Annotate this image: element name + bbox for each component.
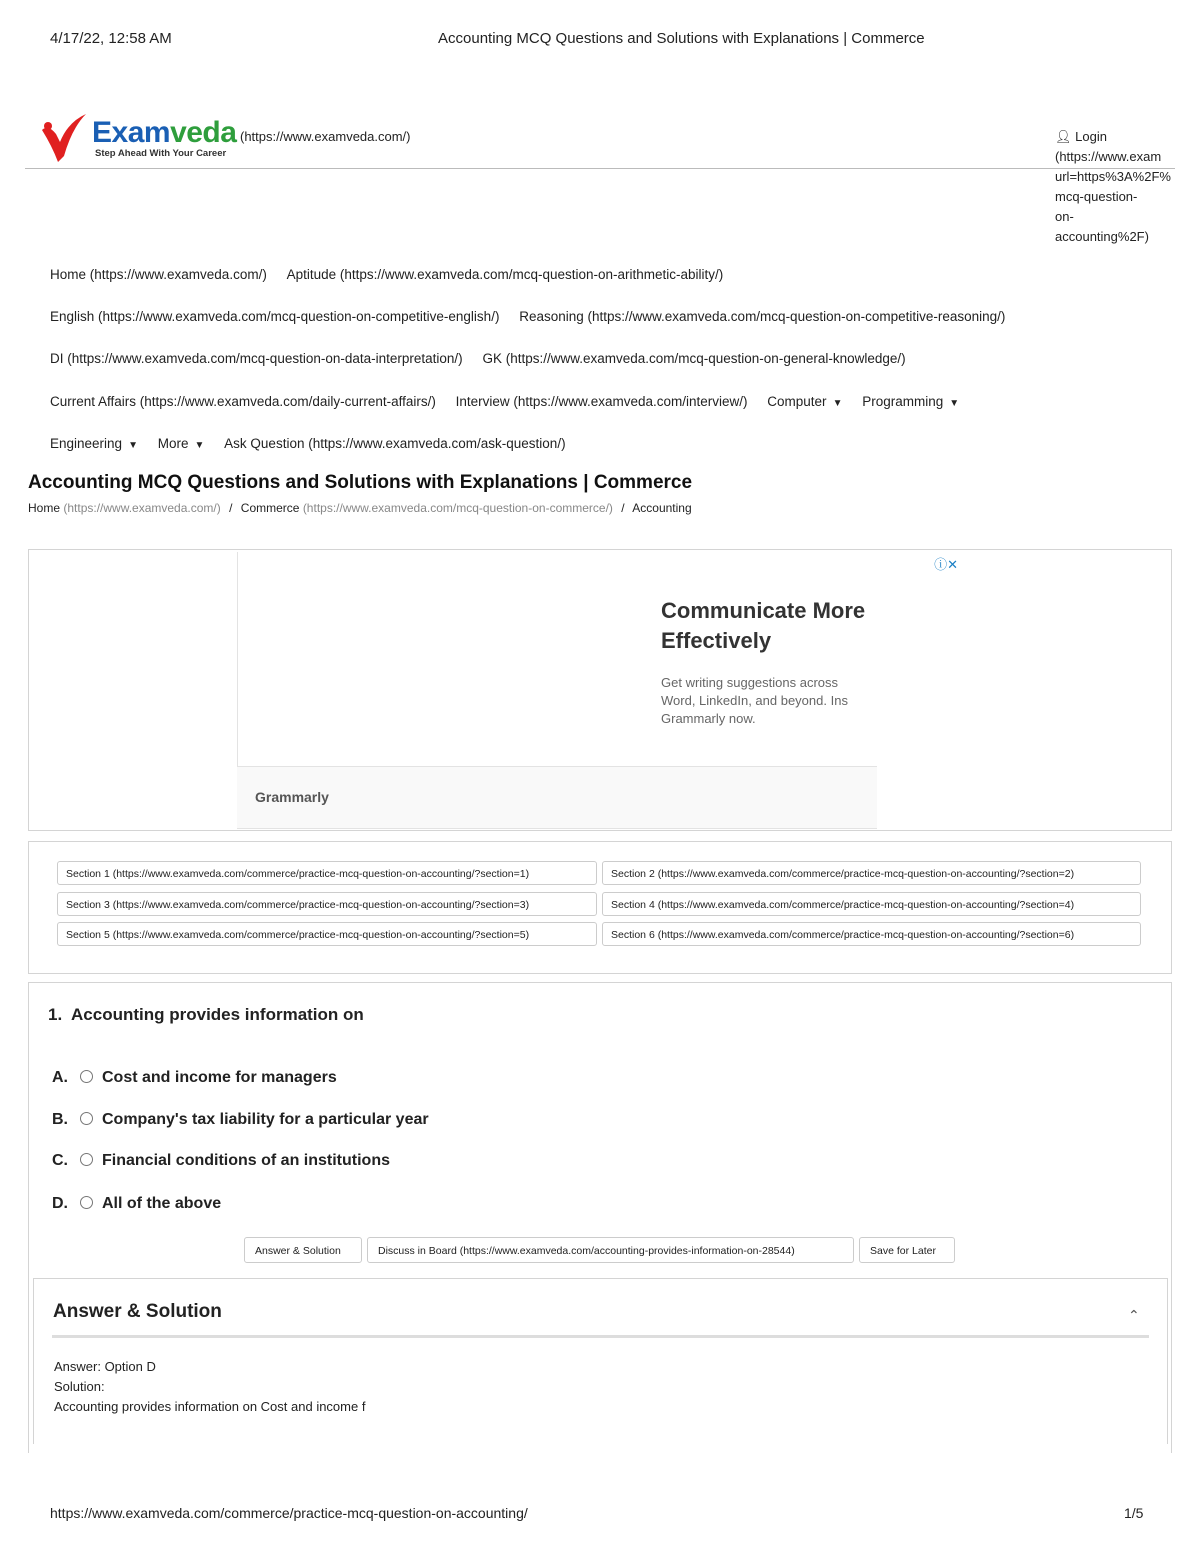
print-page-title: Accounting MCQ Questions and Solutions with Explanations | Commerce (438, 30, 925, 47)
ad-body: Get writing suggestions across Word, LinkedIn, and beyond. Ins Grammarly now. (661, 675, 848, 726)
nav-row-2 (50, 309, 1005, 324)
breadcrumb-home-url: (https://www.examveda.com/) (63, 501, 221, 515)
nav-computer-dropdown[interactable]: Computer ▼ (767, 394, 843, 409)
logo-tagline: Step Ahead With Your Career (95, 148, 227, 159)
breadcrumb-current: Accounting (632, 501, 692, 515)
save-for-later-button[interactable]: Save for Later (859, 1237, 955, 1263)
breadcrumb-home[interactable]: Home (28, 501, 61, 515)
radio-icon[interactable] (80, 1196, 93, 1209)
ad-close-icon[interactable]: ⓘ✕ (934, 557, 958, 572)
nav-di[interactable]: DI (https://www.examveda.com/mcq-question-on-data-interpretation/) (50, 351, 463, 366)
answer-panel (33, 1278, 1168, 1444)
logo-wordmark: Examveda (92, 116, 237, 149)
print-page-number: 1/5 (1124, 1505, 1144, 1521)
nav-aptitude[interactable]: Aptitude (https://www.examveda.com/mcq-question-on-arithmetic-ability/) (286, 267, 724, 282)
print-footer-url: https://www.examveda.com/commerce/practice-mcq-question-on-accounting/ (50, 1505, 528, 1521)
chevron-up-icon[interactable]: ⌃ (1128, 1307, 1140, 1323)
header-divider (25, 168, 1175, 169)
print-datetime: 4/17/22, 12:58 AM (50, 30, 172, 47)
breadcrumb-commerce[interactable]: Commerce (240, 501, 300, 515)
option-b[interactable]: B. Company's tax liability for a particular year (52, 1111, 429, 1128)
section-1-link[interactable]: Section 1 (https://www.examveda.com/commerce/practice-mcq-question-on-accounting/?section=1) (57, 861, 597, 885)
option-c[interactable]: C. Financial conditions of an institutions (52, 1152, 390, 1169)
page-title: Accounting MCQ Questions and Solutions with Explanations | Commerce (28, 472, 693, 493)
nav-interview[interactable]: Interview (https://www.examveda.com/interview/) (455, 394, 748, 409)
login-link[interactable]: 👤︎ Login (https://www.exam url=https%3A%2F% mcq-question- on- accounting%2F) (1055, 129, 1171, 244)
answer-option: Answer: Option D (54, 1359, 156, 1374)
nav-programming-dropdown[interactable]: Programming ▼ (862, 394, 960, 409)
option-d[interactable]: D. All of the above (52, 1195, 222, 1212)
nav-engineering-dropdown[interactable]: Engineering ▼ (50, 436, 138, 451)
ad-banner[interactable] (237, 552, 962, 827)
answer-panel-title: Answer & Solution (53, 1301, 222, 1322)
answer-divider (52, 1335, 1149, 1338)
radio-icon[interactable] (80, 1153, 93, 1166)
breadcrumb: Home (https://www.examveda.com/) / Commerce (https://www.examveda.com/mcq-question-on-commerce/) / Accounting (28, 501, 692, 515)
section-6-link[interactable]: Section 6 (https://www.examveda.com/commerce/practice-mcq-question-on-accounting/?section=6) (602, 922, 1141, 946)
chevron-down-icon: ▼ (949, 398, 960, 409)
discuss-in-board-button[interactable]: Discuss in Board (https://www.examveda.com/accounting-provides-information-on-28544) (367, 1237, 854, 1263)
ad-brand: Grammarly (255, 789, 329, 805)
option-a[interactable]: A. Cost and income for managers (52, 1069, 337, 1086)
user-icon: 👤︎ (1055, 129, 1072, 144)
section-5-link[interactable]: Section 5 (https://www.examveda.com/commerce/practice-mcq-question-on-accounting/?section=5) (57, 922, 597, 946)
section-2-link[interactable]: Section 2 (https://www.examveda.com/commerce/practice-mcq-question-on-accounting/?section=2) (602, 861, 1141, 885)
nav-current-affairs[interactable]: Current Affairs (https://www.examveda.com/daily-current-affairs/) (50, 394, 436, 409)
nav-ask-question[interactable]: Ask Question (https://www.examveda.com/ask-question/) (224, 436, 566, 451)
nav-gk[interactable]: GK (https://www.examveda.com/mcq-question-on-general-knowledge/) (482, 351, 906, 366)
answer-solution-button[interactable]: Answer & Solution (244, 1237, 362, 1263)
question-text: 1. Accounting provides information on (48, 1005, 364, 1024)
nav-row-1 (50, 267, 723, 282)
section-4-link[interactable]: Section 4 (https://www.examveda.com/commerce/practice-mcq-question-on-accounting/?section=4) (602, 892, 1141, 916)
chevron-down-icon: ▼ (832, 398, 843, 409)
examveda-logo-icon (38, 112, 94, 164)
nav-row-3 (50, 351, 906, 366)
site-logo[interactable] (38, 112, 438, 167)
chevron-down-icon: ▼ (194, 440, 205, 451)
breadcrumb-commerce-url: (https://www.examveda.com/mcq-question-on-commerce/) (302, 501, 613, 515)
section-3-link[interactable]: Section 3 (https://www.examveda.com/commerce/practice-mcq-question-on-accounting/?section=3) (57, 892, 597, 916)
nav-reasoning[interactable]: Reasoning (https://www.examveda.com/mcq-question-on-competitive-reasoning/) (519, 309, 1006, 324)
chevron-down-icon: ▼ (128, 440, 138, 451)
nav-english[interactable]: English (https://www.examveda.com/mcq-question-on-competitive-english/) (50, 309, 500, 324)
ad-headline: Communicate More Effectively (661, 598, 866, 653)
solution-text: Accounting provides information on Cost and income f (54, 1399, 366, 1414)
logo-url[interactable]: (https://www.examveda.com/) (240, 129, 411, 144)
solution-label: Solution: (54, 1379, 105, 1394)
nav-row-5 (50, 436, 566, 451)
nav-row-4 (50, 394, 959, 409)
radio-icon[interactable] (80, 1070, 93, 1083)
nav-more-dropdown[interactable]: More ▼ (157, 436, 205, 451)
radio-icon[interactable] (80, 1112, 93, 1125)
nav-home[interactable]: Home (https://www.examveda.com/) (50, 267, 267, 282)
